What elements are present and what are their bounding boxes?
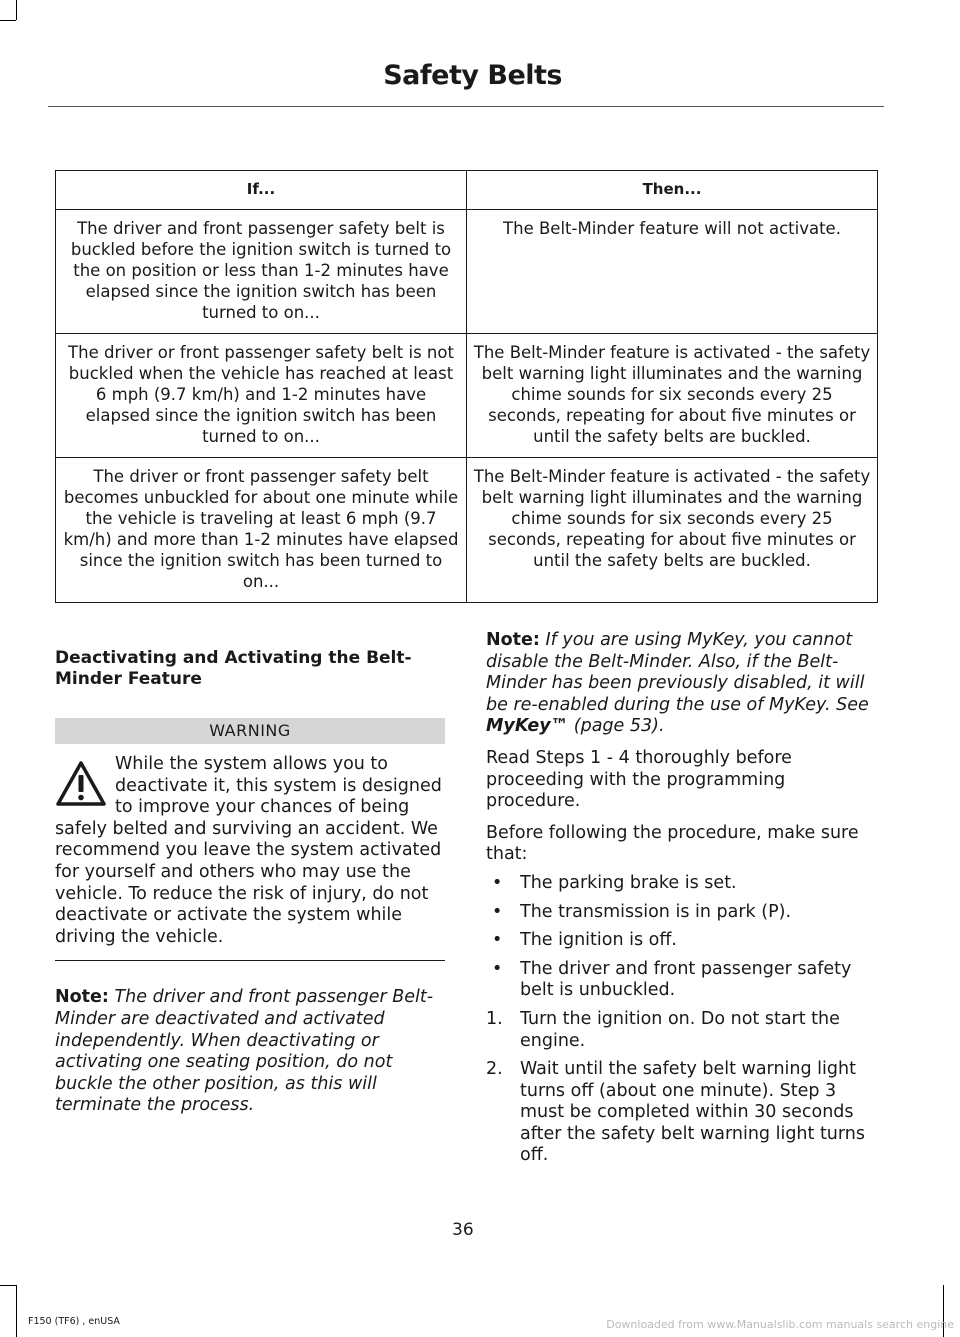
crop-mark [0,1285,16,1286]
step-number: 1. [486,1008,503,1029]
table-header-row [56,171,878,210]
warning-text: While the system allows you to deactivate it, this system is designed to improve your chances of being safely belted and surviving an accident. We recommend you leave the system activated for yourself and others who may use the vehicle. To reduce the risk of injury, do not deactivate or activate the system while driving the vehicle. [55,754,442,947]
step-list [486,1009,880,1167]
bullet-mark: • [492,930,503,951]
table-cell-if: The driver or front passenger safety belt is not buckled when the vehicle has reached at least 6 mph (9.7 km/h) and 1-2 minutes have elapsed since the ignition switch has been turned to on... [56,334,467,458]
step-text: Wait until the safety belt warning light turns off (about one minute). Step 3 must be completed within 30 seconds after the safety belt warning light turns off. [520,1059,865,1166]
warning-body [55,754,445,948]
crop-mark [16,1285,17,1337]
mykey-reference-link[interactable]: MyKey™ [486,716,569,737]
crop-mark [16,0,17,20]
paragraph: Read Steps 1 - 4 thoroughly before proceeding with the programming procedure. [486,747,792,812]
right-column [486,630,880,1167]
footer-doc-id: F150 (TF6) , enUSA [28,1316,120,1327]
table-row [56,334,878,458]
list-item-text: The driver and front passenger safety belt is unbuckled. [520,958,852,1001]
table-row [56,458,878,603]
note-paragraph [486,630,880,738]
list-item-text: The parking brake is set. [520,872,737,893]
table-cell-then: The Belt-Minder feature will not activate. [467,210,878,334]
step-item [486,1009,880,1052]
warning-rule [55,960,445,961]
step-item [486,1059,880,1167]
page-reference: (page 53). [573,716,665,737]
list-item-text: The transmission is in park (P). [520,901,792,922]
table-row [56,210,878,334]
page-title: Safety Belts [383,60,562,91]
note-text: The driver and front passenger Belt-Minder are deactivated and activated independently. When deactivating or activating one seating position, do not buckle the other position, as this will terminate the process. [55,987,434,1116]
warning-banner: WARNING [55,718,445,744]
list-item [486,873,880,895]
table-cell-if: The driver and front passenger safety belt is buckled before the ignition switch is turned to the on position or less than 1-2 minutes have elapsed since the ignition switch has been turned to on... [56,210,467,334]
list-item [486,959,880,1002]
table-cell-if: The driver or front passenger safety belt becomes unbuckled for about one minute while the vehicle is traveling at least 6 mph (9.7 km/h) and more than 1-2 minutes have elapsed since the ignition switch has been turned to on... [56,458,467,603]
paragraph: Before following the procedure, make sure that: [486,822,859,865]
bullet-list [486,873,880,1002]
warning-triangle-icon [55,760,107,808]
list-item [486,902,880,924]
note-label: Note: [486,630,540,650]
list-item-text: The ignition is off. [520,930,677,951]
table-header-then: Then... [467,171,878,210]
step-text: Turn the ignition on. Do not start the engine. [520,1008,840,1051]
note-paragraph [55,987,445,1117]
page-number: 36 [452,1220,474,1240]
bullet-mark: • [492,901,503,922]
footer-watermark: Downloaded from www.Manualslib.com manuals search engine [606,1318,954,1331]
belt-minder-table [55,170,878,603]
bullet-mark: • [492,958,503,979]
table-cell-then: The Belt-Minder feature is activated - the safety belt warning light illuminates and the warning chime sounds for six seconds every 25 seconds, repeating for about five minutes or until the safety belts are buckled. [467,334,878,458]
note-label: Note: [55,987,109,1008]
header-rule [48,106,884,107]
step-number: 2. [486,1059,503,1080]
table-cell-then: The Belt-Minder feature is activated - the safety belt warning light illuminates and the warning chime sounds for six seconds every 25 seconds, repeating for about five minutes or until the safety belts are buckled. [467,458,878,603]
list-item [486,930,880,952]
table-header-if: If... [56,171,467,210]
section-title: Deactivating and Activating the Belt-Minder Feature [55,648,412,689]
note-text: If you are using MyKey, you cannot disable the Belt-Minder. Also, if the Belt-Minder has been previously disabled, it will be re-enabled during the use of MyKey. See [486,630,869,715]
crop-mark [0,20,16,21]
bullet-mark: • [492,872,503,893]
left-column [55,648,445,1117]
